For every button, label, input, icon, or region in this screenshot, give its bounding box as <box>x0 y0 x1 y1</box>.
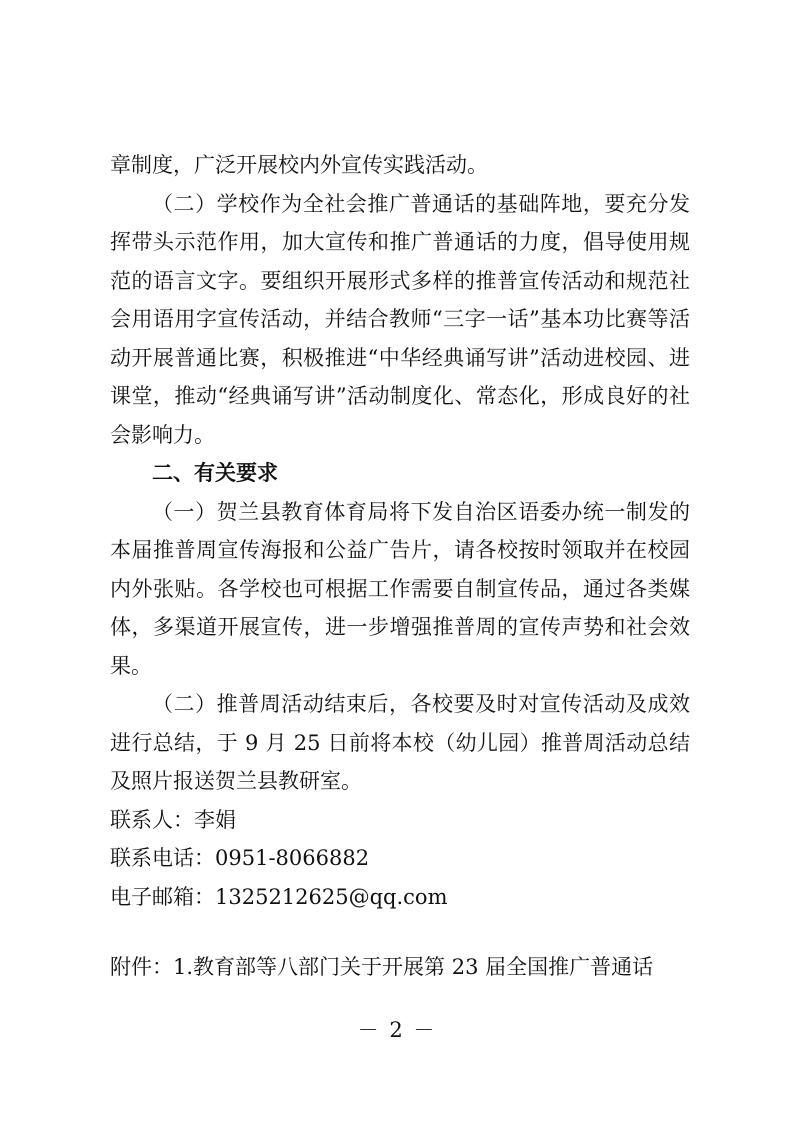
section-heading-requirements: 二、有关要求 <box>152 461 278 485</box>
contact-person: 联系人：李娟 <box>110 807 236 832</box>
page-number: － 2 － <box>357 1018 437 1042</box>
contact-phone: 联系电话：0951-8066882 <box>110 846 370 870</box>
paragraph-requirement-one: （一）贺兰县教育体育局将下发自治区语委办统一制发的本届推普周宣传海报和公益广告片，请各校按时领取并在校园内外张贴。各学校也可根据工作需要自制宣传品，通过各类媒体，多渠道开展宣传，进一步增强推普周的宣传声势和社会效果。 <box>110 499 690 678</box>
contact-email: 电子邮箱：1325212625@qq.com <box>110 884 448 909</box>
attachment-line: 附件：1.教育部等八部门关于开展第 23 届全国推广普通话 <box>110 955 654 979</box>
paragraph-continuation: 章制度，广泛开展校内外宣传实践活动。 <box>110 153 488 177</box>
paragraph-requirement-two: （二）推普周活动结束后，各校要及时对宣传活动及成效进行总结，于 9 月 25 日前将本校（幼儿园）推普周活动总结及照片报送贺兰县教研室。 <box>110 692 690 793</box>
paragraph-school-role: （二）学校作为全社会推广普通话的基础阵地，要充分发挥带头示范作用，加大宣传和推广普通话的力度，倡导使用规范的语言文字。要组织开展形式多样的推普宣传活动和规范社会用语用字宣传活动，并结合教师“三字一话”基本功比赛等活动开展普通比赛，积极推进“中华经典诵写讲”活动进校园、进课堂，推动“经典诵写讲”活动制度化、常态化，形成良好的社会影响力。 <box>110 191 690 447</box>
document-body <box>110 146 690 987</box>
spacer <box>110 916 690 948</box>
